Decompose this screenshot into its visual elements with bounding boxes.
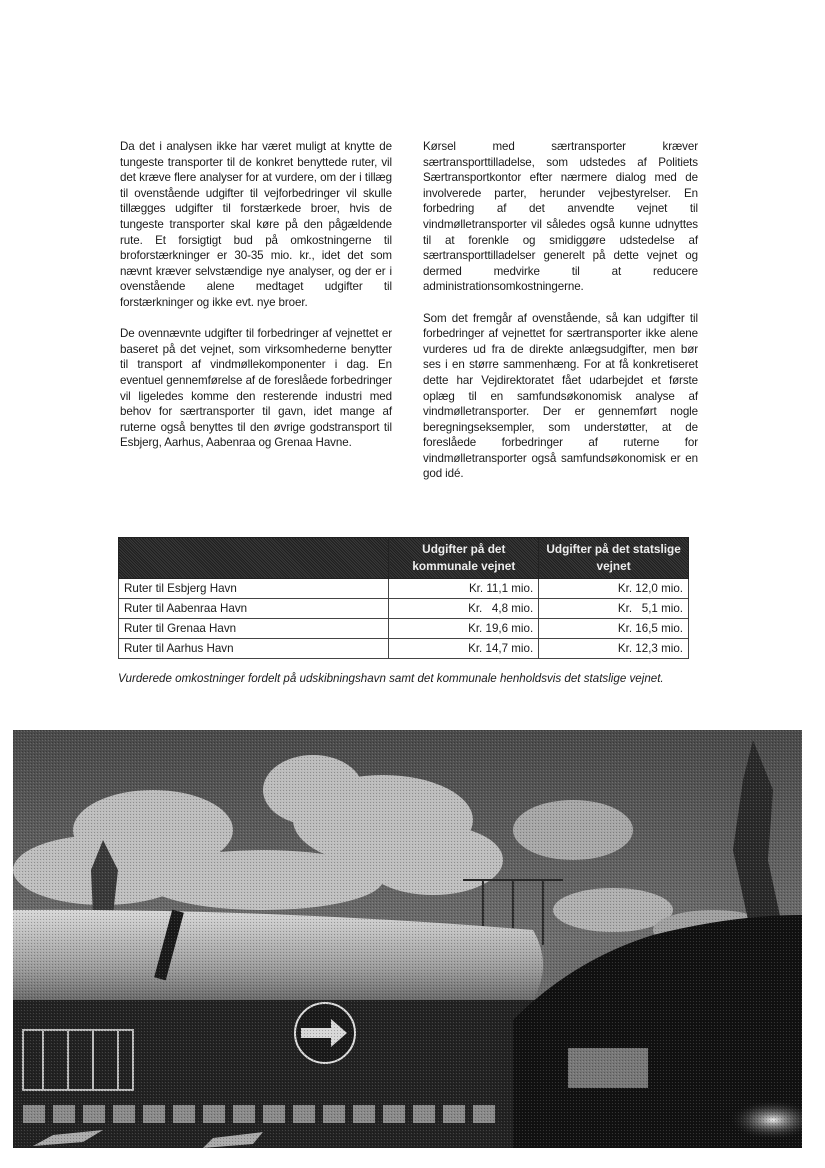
kommunale-cell: Kr. 4,8 mio. [389, 599, 539, 619]
route-cell: Ruter til Aabenraa Havn [119, 599, 389, 619]
statslige-cell: Kr. 12,0 mio. [539, 579, 689, 599]
kommunale-cell: Kr. 19,6 mio. [389, 619, 539, 639]
table-row [119, 599, 689, 619]
kommunale-cell: Kr. 11,1 mio. [389, 579, 539, 599]
wind-blade-transport-photo [13, 730, 802, 1148]
statslige-cell: Kr. 16,5 mio. [539, 619, 689, 639]
route-cell: Ruter til Grenaa Havn [119, 619, 389, 639]
paragraph: Som det fremgår af ovenstående, så kan udgifter til forbedringer af vejnettet for særtransporter ikke alene vurderes ud fra de direkte anlægsudgifter, men bør ses i en større sammenhæng. For at få konkretiseret dette har Vejdirektoratet fået udarbejdet et første oplæg til en samfundsøkonomisk analyse af vindmølletransporter. Der er gennemført nogle beregningseksempler, som understøtter, at de foreslåede forbedringer af ruterne for vindmølletransporter også samfundsøkonomisk er en god idé. [423, 311, 698, 481]
left-column [120, 139, 392, 466]
right-column [423, 139, 698, 498]
statslige-cell: Kr. 12,3 mio. [539, 639, 689, 659]
kommunale-cell: Kr. 14,7 mio. [389, 639, 539, 659]
table-row [119, 639, 689, 659]
statslige-cell: Kr. 5,1 mio. [539, 599, 689, 619]
route-cell: Ruter til Esbjerg Havn [119, 579, 389, 599]
table-row [119, 579, 689, 599]
header-kommunale: Udgifter på det kommunale vejnet [389, 538, 539, 579]
cost-table [118, 537, 689, 659]
route-cell: Ruter til Aarhus Havn [119, 639, 389, 659]
paragraph: De ovennævnte udgifter til forbedringer af vejnettet er baseret på det vejnet, som virksomhederne benytter til transport af vindmøllekomponenter i dag. En eventuel gennemførelse af de foreslåede forbedringer vil ligeledes komme den resterende industri med behov for særtransporter til gavn, idet mange af ruterne også benyttes til den øvrige godstransport til Esbjerg, Aarhus, Aabenraa og Grenaa Havne. [120, 327, 392, 450]
paragraph: Kørsel med særtransporter kræver særtransporttilladelse, som udstedes af Politiets Særtransportkontor efter nærmere dialog med de involverede parter, herunder vejbestyrelser. En forbedring af det anvendte vejnet til vindmølletransporter vil således også kunne udnyttes til at forenkle og smidiggøre udstedelse af særtransporttilladelser generelt på dette vejnet og dermed medvirke til at reducere administrationsomkostningerne. [423, 140, 698, 294]
table-header-row [119, 538, 689, 579]
table-caption: Vurderede omkostninger fordelt på udskibningshavn samt det kommunale henholdsvis det statslige vejnet. [118, 672, 664, 685]
paragraph: Da det i analysen ikke har været muligt at knytte de tungeste transporter til de konkret benyttede ruter, vil det kræve flere analyser for at vurdere, om der i tillæg til ovenstående udgifter til vejforbedringer vil skulle tillægges udgifter til forstærkede broer, hvis de tungeste transporter skal køre på den pågældende rute. Et forsigtigt bud på omkostningerne til broforstærkninger er 30-35 mio. kr., idet det som nævnt kræver selvstændige nye analyser, og der er i ovenstående alene medtaget udgifter til forstærkninger og ikke evt. nye broer. [120, 140, 392, 309]
header-statslige: Udgifter på det statslige vejnet [539, 538, 689, 579]
header-route [119, 538, 389, 579]
table-row [119, 619, 689, 639]
